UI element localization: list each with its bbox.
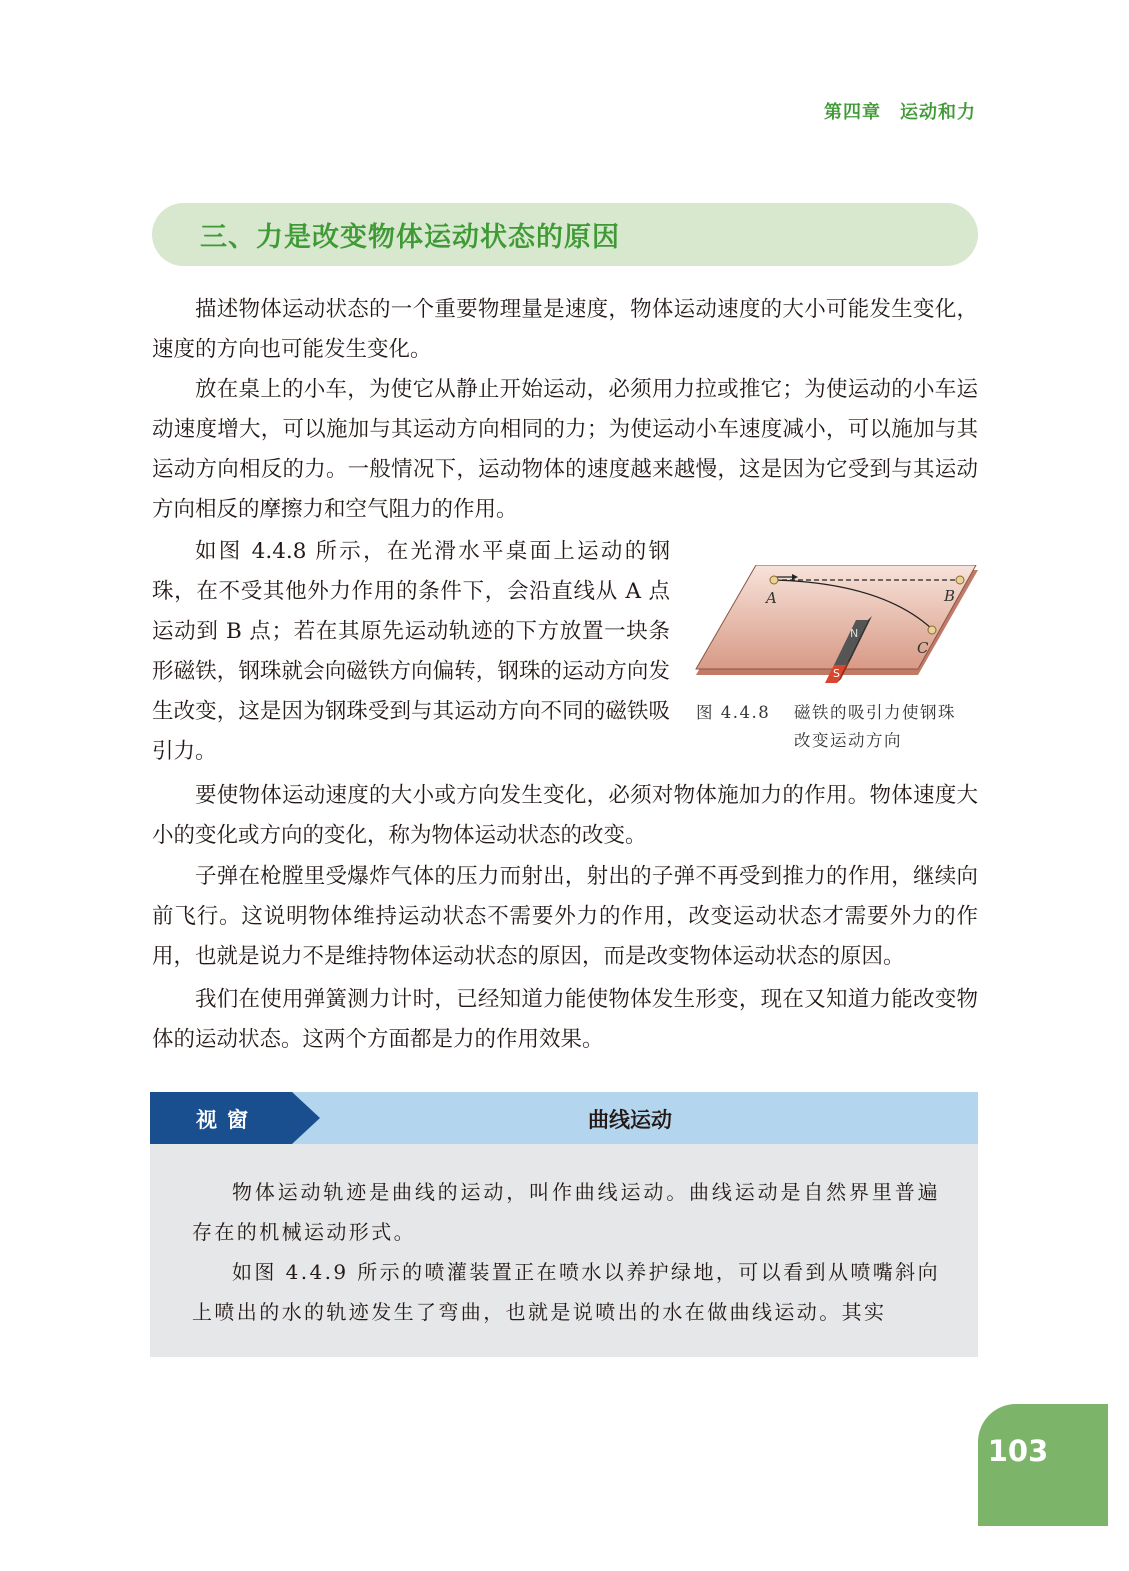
ball-icon (770, 576, 778, 584)
figure-caption (696, 699, 986, 755)
paragraph-2: 放在桌上的小车，为使它从静止开始运动，必须用力拉或推它；为使运动的小车运动速度增大，可以施加与其运动方向相同的力；为使运动小车速度减小，可以施加与其运动方向相反的力。一般情况下，运动物体的速度越来越慢，这是因为它受到与其运动方向相反的摩擦力和空气阻力的作用。 (152, 377, 978, 522)
caption-line-1: 磁铁的吸引力使钢珠 (794, 703, 956, 722)
label-s: S (833, 667, 840, 680)
figure-4-4-8 (692, 565, 982, 695)
paragraph-5: 子弹在枪膛里受爆炸气体的压力而射出，射出的子弹不再受到推力的作用，继续向前飞行。这说明物体维持运动状态不需要外力的作用，改变运动状态才需要外力的作用，也就是说力不是维持物体运动状态的原因，而是改变物体运动状态的原因。 (152, 864, 978, 969)
caption-line-2: 改变运动方向 (794, 731, 902, 750)
page-number-tab (978, 1404, 1108, 1526)
window-tab-label: 视窗 (196, 1108, 258, 1132)
label-a: A (766, 589, 777, 607)
ball-icon (956, 576, 964, 584)
figure-number: 图 4.4.8 (696, 703, 771, 722)
steel-ball-magnet-illustration (692, 565, 982, 695)
section-banner (152, 203, 978, 266)
chapter-header: 第四章 运动和力 (824, 102, 976, 123)
window-title: 曲线运动 (588, 1108, 672, 1132)
paragraph-1: 描述物体运动状态的一个重要物理量是速度，物体运动速度的大小可能发生变化，速度的方向也可能发生变化。 (152, 297, 978, 362)
paragraph-4: 要使物体运动速度的大小或方向发生变化，必须对物体施加力的作用。物体速度大小的变化或方向的变化，称为物体运动状态的改变。 (152, 783, 978, 848)
ball-icon (928, 626, 936, 634)
paragraph-3: 如图 4.4.8 所示，在光滑水平桌面上运动的钢珠，在不受其他外力作用的条件下，会沿直线从 A 点运动到 B 点；若在其原先运动轨迹的下方放置一块条形磁铁，钢珠就会向磁铁方向偏转，钢珠的运动方向发生改变，这是因为钢珠受到与其运动方向不同的磁铁吸引力。 (152, 539, 670, 764)
label-n: N (850, 627, 859, 640)
window-box (150, 1092, 978, 1357)
window-header (150, 1092, 978, 1144)
label-b: B (944, 587, 956, 605)
window-paragraph-2: 如图 4.4.9 所示的喷灌装置正在喷水以养护绿地，可以看到从喷嘴斜向上喷出的水的轨迹发生了弯曲，也就是说喷出的水在做曲线运动。其实 (192, 1260, 940, 1324)
page-number: 103 (987, 1434, 1049, 1468)
paragraph-6: 我们在使用弹簧测力计时，已经知道力能使物体发生形变，现在又知道力能改变物体的运动状态。这两个方面都是力的作用效果。 (152, 987, 978, 1052)
label-c: C (917, 639, 929, 657)
window-paragraph-1: 物体运动轨迹是曲线的运动，叫作曲线运动。曲线运动是自然界里普遍存在的机械运动形式。 (192, 1180, 940, 1244)
section-title: 三、力是改变物体运动状态的原因 (200, 222, 620, 253)
window-tab (150, 1092, 320, 1144)
